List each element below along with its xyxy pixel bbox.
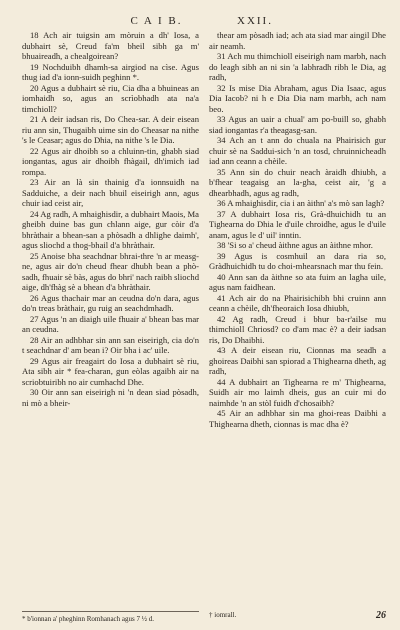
verse: 43 A deir eisean riu, Cionnas ma seadh a ghoireas Daibhi san spiorad a Thighearna dheth, ag radh,	[209, 345, 386, 376]
text-columns	[22, 30, 386, 600]
verse: 26 Agus thachair mar an ceudna do'n dara, agus do'n treas bràthair, gu ruig an seachdmhadh.	[22, 292, 199, 313]
running-head-right: XXII.	[237, 15, 273, 27]
verse: 44 A dubhairt an Tighearna re m' Thighearna, Suidh air mo laimh dheis, gus an cuir mi do naimhde 'n an stòl fuidh d'chosaibh?	[209, 376, 386, 408]
verse: 36 A mhaighisdir, cia i an àithn' a's mò san lagh?	[217, 198, 385, 208]
verse: 29 Agus air freagairt do Iosa a dubhairt sè riu, Ata sibh air * fea-charan, gun eòlas agaibh air na scriobtuiribh no air cumhachd Dhe.	[22, 355, 199, 387]
verse: 38 'Si so a' cheud àithne agus an àithne mhor.	[217, 240, 373, 250]
verse: 39 Agus is cosmhuil an dara ria so, Gràdhuichidh tu do choi-mhearsnach mar thu fein.	[209, 250, 386, 271]
signature-mark: 26	[376, 610, 386, 621]
footnote-left: * b'ionnan a' pheghinn Romhanach agus 7 ½ d.	[22, 615, 154, 623]
verse: 27 Agus 'n an diaigh uile fhuair a' bhean bas mar an ceudna.	[22, 313, 199, 334]
verse: 23 Air an là sin thainig d'a ionnsuidh na Sadduiche, a deir nach bhuil eiseirigh ann, agus chuir iad ceist air,	[22, 177, 199, 208]
verse: 24 Ag radh, A mhaighisdir, a dubhairt Maois, Ma gheibh duine bas gun chlann aige, gur còir d'a bhràthair a bhean-san a phòsadh a dhlighe daimh', agus sliochd a thog-bhail d'a bhràthair.	[22, 208, 199, 250]
left-column	[22, 30, 199, 600]
verse: 45 Air an adhbhar sin ma ghoi-reas Daibhi a Thighearna dheth, cionnas is mac dha è?	[209, 408, 386, 429]
verse: 19 Nochduibh dhamh-sa airgiod na cìse. Agus thug iad d'a ionn-suidh peghinn *.	[22, 61, 199, 82]
verse: 33 Agus an uair a chual' am po-buill so, ghabh siad iongantas r'a theagasg-san.	[209, 114, 386, 135]
footnote-right-block	[209, 611, 386, 624]
verse: 41 Ach air do na Phairisichibh bhi cruinn ann ceann a chèile, dh'fheoraich Iosa dhiubh,	[209, 292, 386, 313]
running-head	[22, 14, 386, 28]
footnote-right: † iomrall.	[209, 611, 237, 619]
verse: 30 Oir ann san eiseirigh ni 'n dean siad pòsadh, ni mò a bheir-	[22, 387, 199, 408]
verse: 42 Ag radh, Creud i bhur ba-r'ailse mu thimchioll Chriosd? co d'am mac è? a deir iadsan ris, Do Dhaibhi.	[209, 313, 386, 345]
footnote-area	[22, 611, 386, 624]
running-head-left: C A I B.	[130, 15, 183, 27]
verse: 18 Ach air tuigsin am mòruin a dh' Iosa, a dubhairt sè, Creud fa'm bheil sibh ga m' bhuaireadh, a chealgoirean?	[22, 30, 199, 61]
verse: 28 Air an adhbhar sin ann san eiseirigh, cia do'n t seachdnar d' am bean i? Oir bha i ac' uile.	[22, 334, 199, 355]
verse: 32 Is mise Dia Abraham, agus Dia Isaac, agus Dia Iacob? ni h e Dia Dia nam marbh, ach nam beo.	[209, 82, 386, 114]
verse: 37 A dubhairt Iosa ris, Grà-dhuichidh tu an Tighearna do Dhia le d'uile chroidhe, agus le d'uile anam, agus le d' uil' inntin.	[209, 208, 386, 240]
verse: 21 A deir iadsan ris, Do Chea-sar. A deir eisean riu ann sin, Thugaibh uime sin do Cheasar na nithe 's le Ceasar; agus do Dhia, na nithe 's le Dia.	[22, 114, 199, 145]
verse: thear am pòsadh iad; ach ata siad mar aingil Dhe air neamh.	[209, 30, 386, 51]
footnote-rule	[22, 611, 199, 612]
verse: 22 Agus air dhoibh so a chluinn-tin, ghabh siad iongantas, agus air dhoibh fhàgail, dh'imich iad rompa.	[22, 145, 199, 177]
verse: 20 Agus a dubhairt sè riu, Cia dha a bhuineas an iomhaidh so, agus an scrìobhadh ata na'a timchioll?	[22, 82, 199, 114]
verse: 35 Ann sin do chuir neach àraidh dhiubh, a b'fhear teagaisg an la-gha, ceist air, 'g a dhearbhadh, agus ag radh,	[209, 166, 386, 198]
verse: 25 Anoise bha seachdnar bhrai-thre 'n ar measg-ne, agus air do'n cheud fhear dhubh bean a phò-sadh, fhuair sè bàs, agus do bhri' nach raibh sliochd aige, dh'fhàg sè a bhean d'a bhràthair.	[22, 250, 199, 292]
right-column	[209, 30, 386, 600]
verse: 34 Ach an t ann do chuala na Phairisich gur chuir sè na Saddui-sich 'n an tosd, chruinnicheadh iad ann ceann a chèile.	[209, 135, 386, 166]
footnote-left-block	[22, 611, 199, 624]
verse: 40 Ann san da àithne so ata fuim an lagha uile, agus nam faidhean.	[209, 271, 386, 292]
verse: 31 Ach mu thimchioll eiseirigh nam marbh, nach do leagh sibh an ni sin 'a labhradh ribh le Dia, ag radh,	[209, 51, 386, 82]
